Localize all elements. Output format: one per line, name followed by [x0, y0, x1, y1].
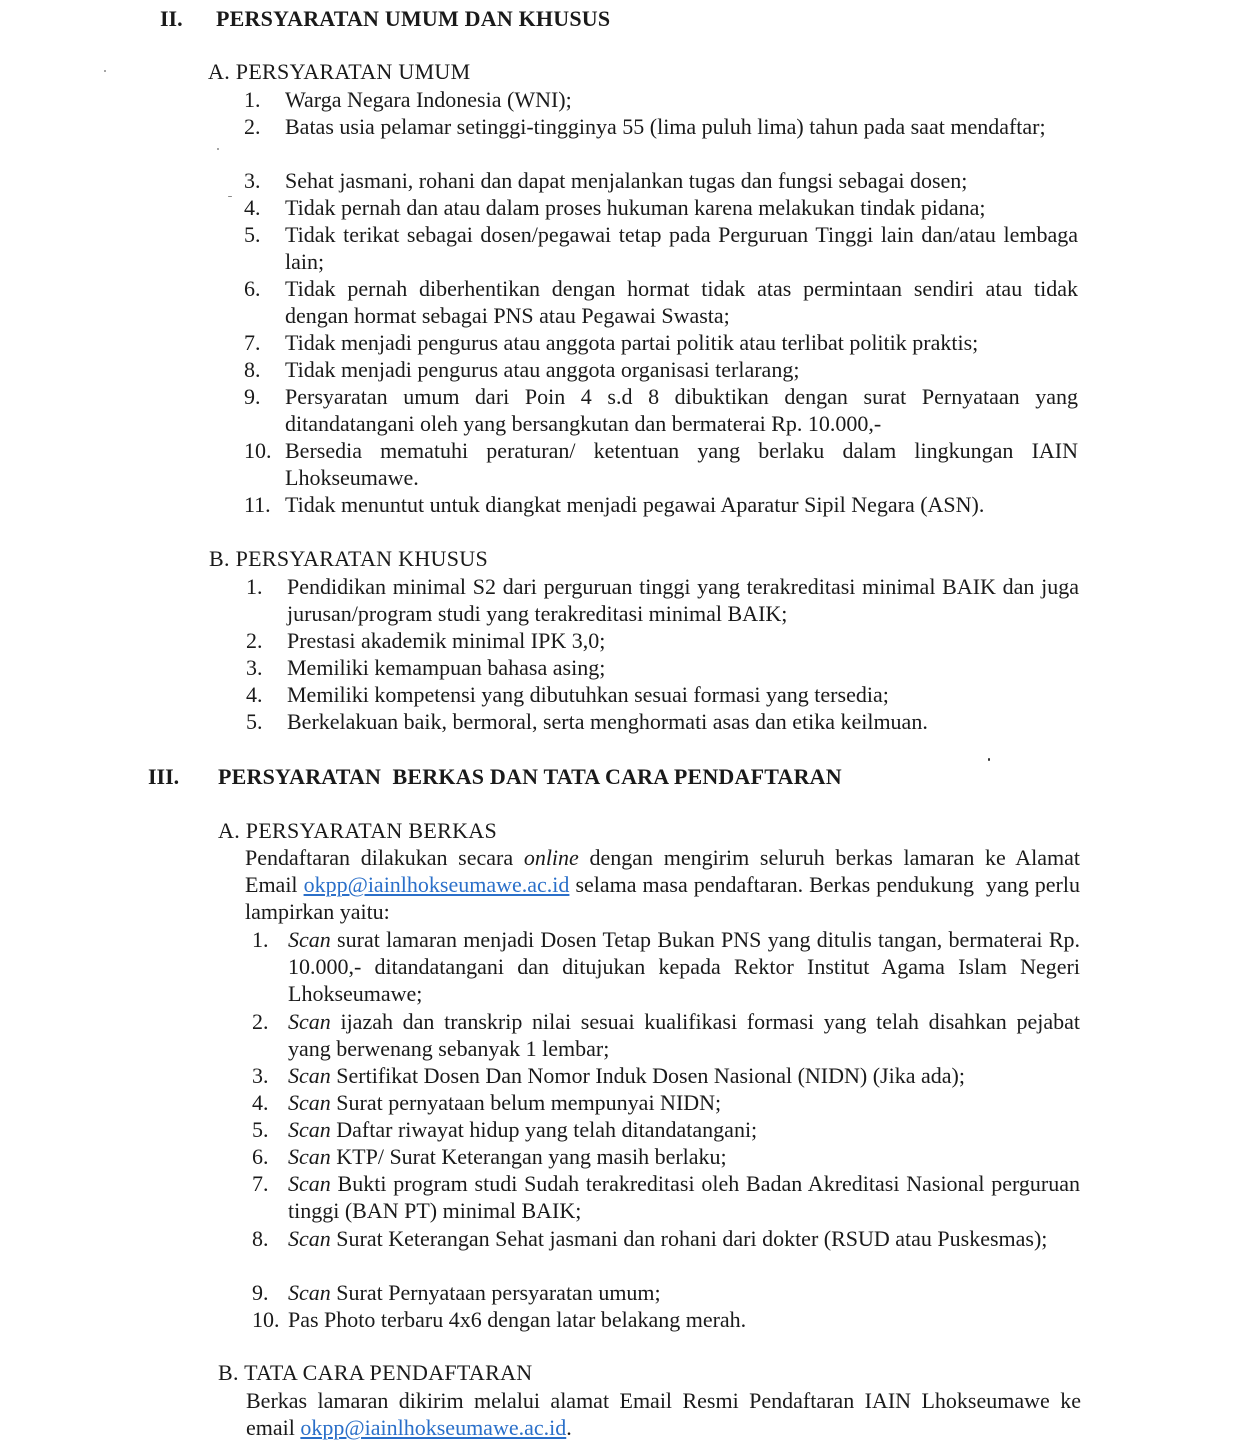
item-number: 8.	[244, 357, 261, 382]
item-number: 9.	[244, 384, 261, 409]
item-number: 9.	[252, 1280, 269, 1305]
item-number: 2.	[244, 114, 261, 139]
item-body: Surat Keterangan Sehat jasmani dan rohani dari dokter (RSUD atau Puskesmas);	[330, 1226, 1048, 1251]
item-text	[288, 926, 1080, 1008]
item-text	[288, 1143, 1080, 1170]
intro-italic-online: online	[523, 845, 579, 870]
item-number: 1.	[246, 574, 263, 599]
item-text: Batas usia pelamar setinggi-tingginya 55 (lima puluh lima) tahun pada saat mendaftar;	[285, 114, 1046, 139]
item-text	[288, 1008, 1080, 1062]
item-number: 7.	[252, 1171, 269, 1196]
scan-label: Scan	[288, 1009, 331, 1034]
period: .	[566, 1415, 572, 1441]
scan-label: Scan	[288, 1280, 331, 1305]
item-number: 1.	[252, 927, 269, 952]
scan-speck	[228, 196, 232, 197]
item-body: surat lamaran menjadi Dosen Tetap Bukan PNS yang ditulis tangan, bermaterai Rp. 10.000,- ditandatangani dan ditujukan kepada Rektor Institut Agama Islam Negeri Lhokseumawe;	[288, 927, 1080, 1007]
section-3a-heading: A. PERSYARATAN BERKAS	[218, 818, 497, 843]
email-link[interactable]: okpp@iainlhokseumawe.ac.id	[303, 872, 570, 898]
item-number: 8.	[252, 1226, 269, 1251]
item-text: Sehat jasmani, rohani dan dapat menjalankan tugas dan fungsi sebagai dosen;	[285, 168, 968, 193]
item-text: Memiliki kompetensi yang dibutuhkan sesuai formasi yang tersedia;	[287, 682, 889, 707]
item-text: Bersedia mematuhi peraturan/ ketentuan yang berlaku dalam lingkungan IAIN Lhokseumawe.	[285, 438, 1078, 491]
item-number: 4.	[252, 1090, 269, 1115]
item-number: 4.	[244, 195, 261, 220]
item-text	[288, 1279, 1080, 1306]
section-2a-heading: A. PERSYARATAN UMUM	[208, 59, 471, 84]
item-number: 2.	[246, 628, 263, 653]
section-3-title: PERSYARATAN BERKAS DAN TATA CARA PENDAFTARAN	[218, 764, 842, 789]
item-text: Tidak pernah dan atau dalam proses hukuman karena melakukan tindak pidana;	[285, 195, 986, 220]
item-text	[288, 1089, 1080, 1116]
item-number: 6.	[252, 1144, 269, 1169]
scan-label: Scan	[288, 1144, 331, 1169]
item-number: 3.	[252, 1063, 269, 1088]
item-number: 3.	[244, 168, 261, 193]
item-body: Sertifikat Dosen Dan Nomor Induk Dosen Nasional (NIDN) (Jika ada);	[330, 1063, 965, 1088]
item-body: Pas Photo terbaru 4x6 dengan latar belakang merah.	[288, 1307, 747, 1332]
section-2-title: PERSYARATAN UMUM DAN KHUSUS	[216, 6, 611, 31]
item-text: Warga Negara Indonesia (WNI);	[285, 87, 572, 112]
item-body: ijazah dan transkrip nilai sesuai kualifikasi formasi yang telah disahkan pejabat yang berwenang sebanyak 1 lembar;	[288, 1009, 1080, 1062]
item-text: Persyaratan umum dari Poin 4 s.d 8 dibuktikan dengan surat Pernyataan yang ditandatangani oleh yang bersangkutan dan bermaterai Rp. 10.000,-	[285, 384, 1078, 437]
scan-label: Scan	[288, 1226, 331, 1251]
item-number: 1.	[244, 87, 261, 112]
section-3-number: III.	[148, 764, 180, 789]
scan-label: Scan	[288, 1117, 331, 1142]
item-text	[288, 1170, 1080, 1224]
section-2b-heading: B. PERSYARATAN KHUSUS	[209, 546, 488, 571]
item-text: Tidak menjadi pengurus atau anggota organisasi terlarang;	[285, 357, 800, 382]
scan-label: Scan	[288, 1063, 331, 1088]
item-number: 7.	[244, 330, 261, 355]
item-number: 11.	[244, 492, 271, 517]
scan-label: Scan	[288, 1090, 331, 1115]
item-text: Berkelakuan baik, bermoral, serta menghormati asas dan etika keilmuan.	[287, 709, 928, 734]
item-number: 2.	[252, 1009, 269, 1034]
item-text	[288, 1225, 1080, 1252]
item-text	[288, 1116, 1080, 1143]
item-text: Tidak terikat sebagai dosen/pegawai tetap pada Perguruan Tinggi lain dan/atau lembaga lain;	[285, 222, 1078, 275]
item-body: KTP/ Surat Keterangan yang masih berlaku;	[330, 1144, 727, 1169]
item-text: Prestasi akademik minimal IPK 3,0;	[287, 628, 606, 653]
item-number: 10.	[244, 438, 272, 463]
registration-paragraph	[246, 1387, 1081, 1441]
item-number: 5.	[244, 222, 261, 247]
item-text: Tidak menuntut untuk diangkat menjadi pegawai Aparatur Sipil Negara (ASN).	[285, 492, 985, 517]
item-number: 10.	[252, 1307, 280, 1332]
item-text	[288, 1306, 1080, 1333]
item-number: 3.	[246, 655, 263, 680]
item-body: Surat Pernyataan persyaratan umum;	[330, 1280, 661, 1305]
item-text: Tidak menjadi pengurus atau anggota partai politik atau terlibat politik praktis;	[285, 330, 979, 355]
item-body: Daftar riwayat hidup yang telah ditandatangani;	[330, 1117, 758, 1142]
scan-label: Scan	[288, 1171, 331, 1196]
scan-label: Scan	[288, 927, 331, 952]
item-body: Bukti program studi Sudah terakreditasi oleh Badan Akreditasi Nasional perguruan tinggi (BAN PT) minimal BAIK;	[288, 1171, 1080, 1224]
scan-speck	[988, 758, 990, 761]
item-number: 6.	[244, 276, 261, 301]
item-number: 5.	[246, 709, 263, 734]
intro-text: Pendaftaran dilakukan secara	[245, 845, 524, 870]
berkas-intro-paragraph	[245, 844, 1086, 926]
item-text: Pendidikan minimal S2 dari perguruan tinggi yang terakreditasi minimal BAIK dan juga jurusan/program studi yang terakreditasi minimal BAIK;	[287, 574, 1079, 627]
scan-speck	[104, 70, 106, 72]
item-text: Tidak pernah diberhentikan dengan hormat tidak atas permintaan sendiri atau tidak dengan hormat sebagai PNS atau Pegawai Swasta;	[285, 276, 1078, 329]
registration-text: Berkas lamaran dikirim melalui alamat Email Resmi Pendaftaran IAIN Lhokseumawe ke email	[246, 1388, 1081, 1441]
email-link[interactable]: okpp@iainlhokseumawe.ac.id	[300, 1415, 567, 1441]
item-body: Surat pernyataan belum mempunyai NIDN;	[330, 1090, 722, 1115]
intro-text: selama masa pendaftaran. Berkas pendukung yang perlu lampirkan yaitu:	[245, 872, 1086, 925]
section-2-number: II.	[160, 6, 183, 31]
item-text	[288, 1062, 1080, 1089]
item-text: Memiliki kemampuan bahasa asing;	[287, 655, 606, 680]
item-number: 4.	[246, 682, 263, 707]
item-number: 5.	[252, 1117, 269, 1142]
intro-text: dengan mengirim seluruh berkas lamaran ke Alamat Email	[245, 845, 1080, 898]
section-3b-heading: B. TATA CARA PENDAFTARAN	[218, 1360, 533, 1385]
scan-speck	[217, 148, 219, 150]
